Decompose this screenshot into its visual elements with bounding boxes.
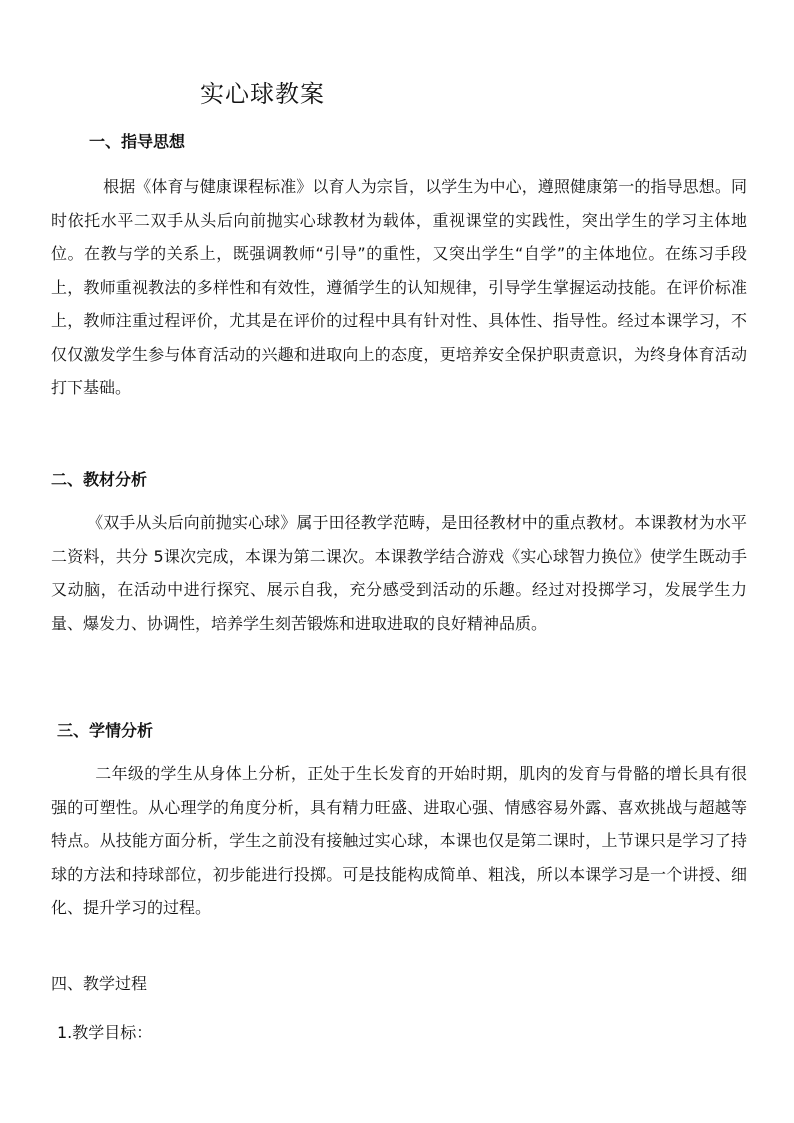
section-paragraph-student-analysis <box>51 757 747 925</box>
section-heading-guiding-ideology: 一、指导思想 <box>89 132 186 151</box>
document-title: 实心球教案 <box>200 80 325 108</box>
subsection-heading-teaching-objectives: 1.教学目标： <box>57 1023 153 1042</box>
section-heading-teaching-process: 四、教学过程 <box>51 974 148 993</box>
section-heading-material-analysis: 二、教材分析 <box>51 470 148 489</box>
paragraph-text: 根据《体育与健康课程标准》以育人为宗旨，以学生为中心，遵照健康第一的指导思想。同时依托水平二双手从头后向前抛实心球教材为载体，重视课堂的实践性，突出学生的学习主体地位。在教与学的关系上，既强调教师“引导”的重性，又突出学生“自学”的主体地位。在练习手段上，教师重视教法的多样性和有效性，遵循学生的认知规律，引导学生掌握运动技能。在评价标准上，教师注重过程评价，尤其是在评价的过程中具有针对性、具体性、指导性。经过本课学习，不仅仅激发学生参与体育活动的兴趣和进取向上的态度，更培养安全保护职责意识，为终身体育活动打下基础。 <box>51 177 747 397</box>
paragraph-text: 二年级的学生从身体上分析，正处于生长发育的开始时期，肌肉的发育与骨骼的增长具有很强的可塑性。从心理学的角度分析，具有精力旺盛、进取心强、情感容易外露、喜欢挑战与超越等特点。从技能方面分析，学生之前没有接触过实心球，本课也仅是第二课时，上节课只是学习了持球的方法和持球部位，初步能进行投掷。可是技能构成简单、粗浅，所以本课学习是一个讲授、细化、提升学习的过程。 <box>51 764 747 917</box>
paragraph-text: 《双手从头后向前抛实心球》属于田径教学范畴，是田径教材中的重点教材。本课教材为水平二资料，共分 5课次完成，本课为第二课次。本课教学结合游戏《实心球智力换位》使学生既动手又动脑，在活动中进行探究、展示自我，充分感受到活动的乐趣。经过对投掷学习，发展学生力量、爆发力、协调性，培养学生刻苦锻炼和进取进取的良好精神品质。 <box>51 513 747 633</box>
section-paragraph-guiding-ideology <box>51 170 747 405</box>
section-paragraph-material-analysis <box>51 506 747 640</box>
section-heading-student-analysis: 三、学情分析 <box>57 721 154 740</box>
